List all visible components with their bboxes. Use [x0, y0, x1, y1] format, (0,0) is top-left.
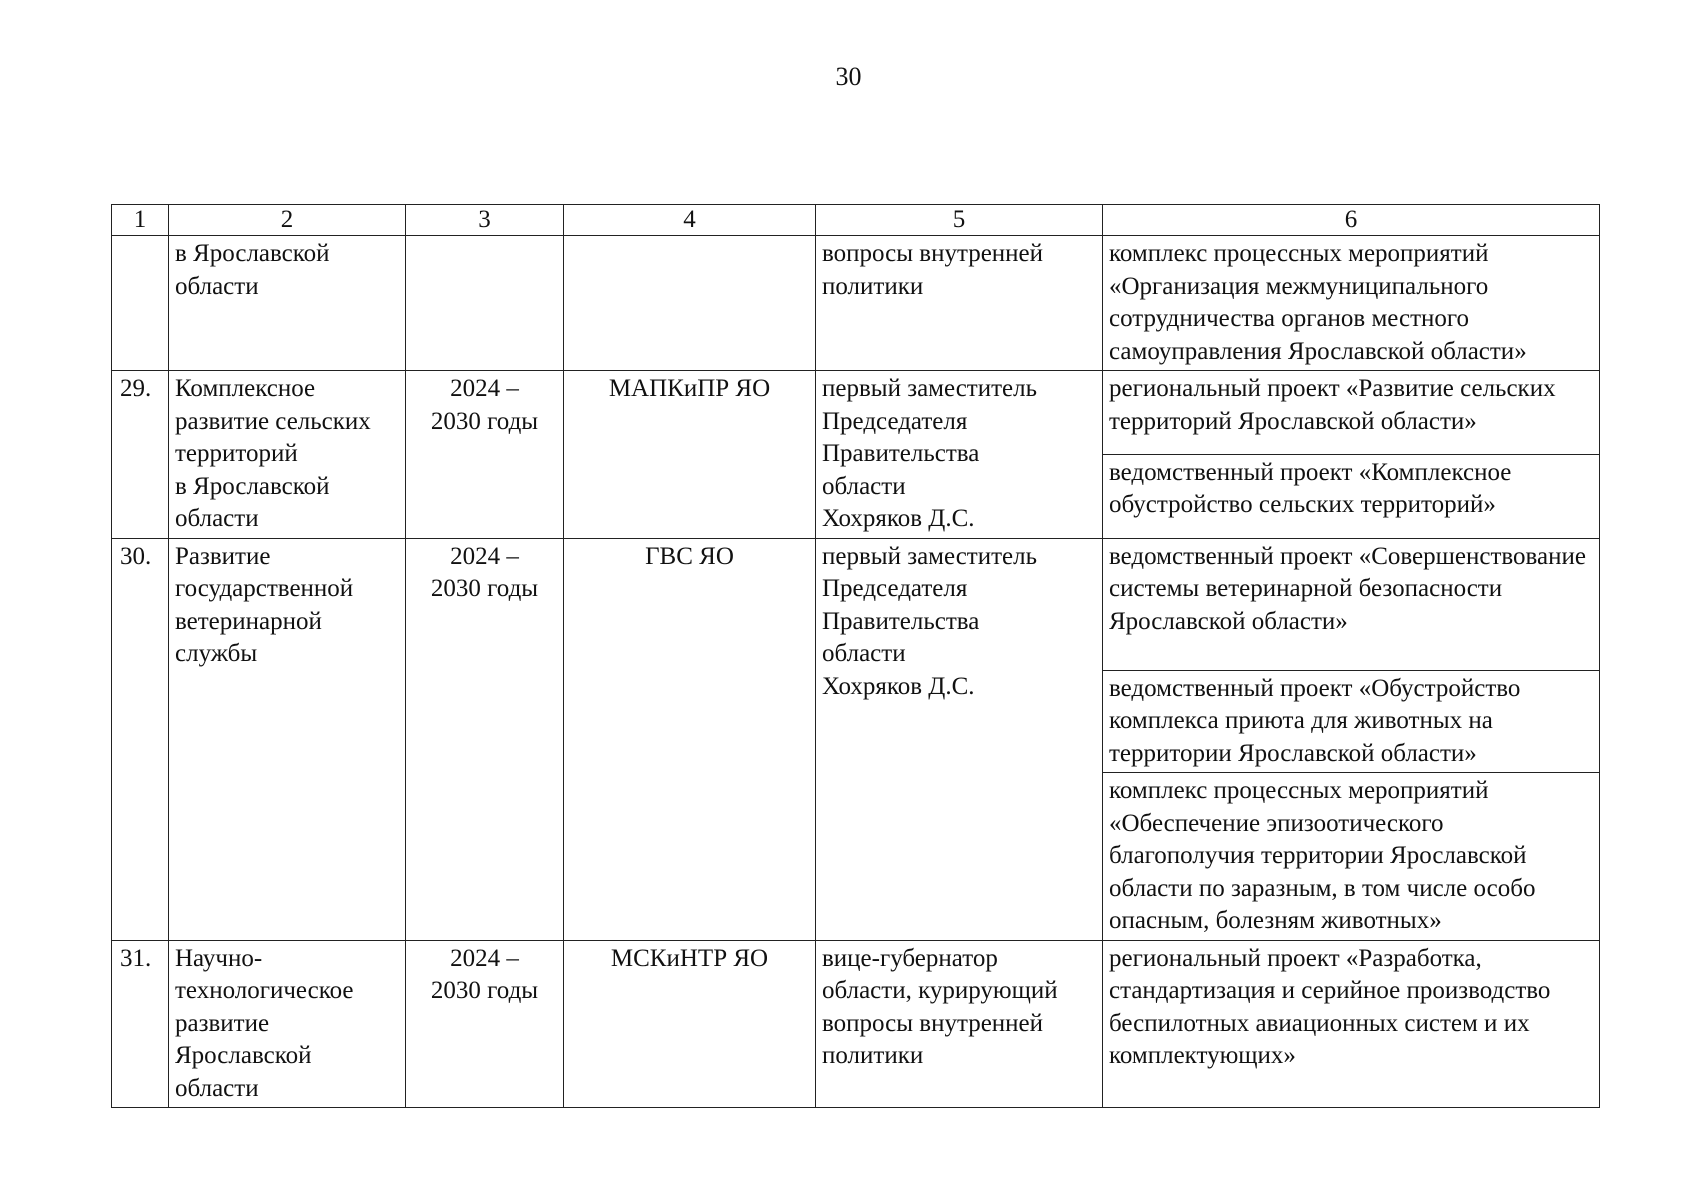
- program-name-line: Ярославской: [175, 1042, 312, 1069]
- responsible-line: Правительства: [822, 440, 980, 467]
- responsible-cell: [816, 940, 1103, 1108]
- program-name-line: области: [175, 505, 259, 532]
- program-name-line: области: [175, 1074, 259, 1102]
- project-cell: ведомственный проект «Комплексное обустройство сельских территорий»: [1103, 454, 1600, 538]
- program-name-line: технологическое: [175, 977, 354, 1004]
- responsible-line: Правительства: [822, 607, 980, 635]
- responsible-line: области, курирующий: [822, 977, 1058, 1004]
- executor-cell: МАПКиПР ЯО: [564, 371, 816, 539]
- responsible-line: первый заместитель: [822, 542, 1038, 570]
- executor-cell: ГВС ЯО: [564, 538, 816, 940]
- project-cell: ведомственный проект «Совершенствование системы ветеринарной безопасности Ярославской области»: [1103, 538, 1600, 670]
- period-cell: [406, 538, 564, 940]
- table-row: [112, 940, 1600, 1108]
- program-name-line: развитие: [175, 1009, 270, 1037]
- period-line: 2024 –: [450, 944, 519, 972]
- project-cell: региональный проект «Разработка, стандартизация и серийное производство беспилотных авиационных систем и их комплектующих»: [1103, 940, 1600, 1108]
- period-line: 2030 годы: [430, 977, 539, 1004]
- program-name-line: Научно-: [175, 944, 263, 972]
- header-cell: 2: [169, 205, 406, 236]
- program-name-cell: [169, 538, 406, 940]
- responsible-line: первый заместитель: [822, 375, 1038, 402]
- period-cell: [406, 371, 564, 539]
- responsible-line: Председателя: [822, 575, 968, 602]
- period-cell: [406, 236, 564, 371]
- program-name-line: территорий: [175, 440, 298, 467]
- responsible-line: области: [822, 472, 906, 500]
- responsible-cell: [816, 236, 1103, 371]
- row-number-cell: 29.: [112, 371, 169, 539]
- header-cell: 5: [816, 205, 1103, 236]
- table-row: [112, 538, 1600, 670]
- project-cell: ведомственный проект «Обустройство комплекса приюта для животных на территории Ярославской области»: [1103, 670, 1600, 773]
- program-name-line: области: [175, 272, 259, 300]
- project-cell: региональный проект «Развитие сельских территорий Ярославской области»: [1103, 371, 1600, 455]
- header-cell: 6: [1103, 205, 1600, 236]
- project-cell: комплекс процессных мероприятий «Обеспечение эпизоотического благополучия территории Ярославской области по заразным, в том числе особо опасным, болезням животных»: [1103, 773, 1600, 941]
- program-name-line: в Ярославской: [175, 240, 330, 267]
- executor-cell: МСКиНТР ЯО: [564, 940, 816, 1108]
- program-table: [111, 204, 1600, 1108]
- header-cell: 1: [112, 205, 169, 236]
- program-name-line: развитие сельских: [175, 407, 371, 435]
- responsible-line: Хохряков Д.С.: [822, 505, 975, 532]
- row-number-cell: 31.: [112, 940, 169, 1108]
- project-cell: комплекс процессных мероприятий «Организация межмуниципального сотрудничества органов местного самоуправления Ярославской области»: [1103, 236, 1600, 371]
- responsible-line: области: [822, 640, 906, 667]
- period-line: 2030 годы: [430, 407, 539, 435]
- period-line: 2024 –: [450, 542, 519, 570]
- header-cell: 3: [406, 205, 564, 236]
- row-number-cell: [112, 236, 169, 371]
- responsible-line: политики: [822, 1042, 924, 1069]
- period-cell: [406, 940, 564, 1108]
- executor-cell: [564, 236, 816, 371]
- program-name-line: государственной: [175, 575, 354, 602]
- responsible-cell: [816, 371, 1103, 539]
- program-name-cell: [169, 940, 406, 1108]
- responsible-line: вопросы внутренней: [822, 1009, 1044, 1037]
- table-row-continuation: [112, 236, 1600, 371]
- header-cell: 4: [564, 205, 816, 236]
- responsible-line: вице-губернатор: [822, 944, 998, 972]
- program-name-line: ветеринарной: [175, 607, 322, 635]
- period-line: 2030 годы: [430, 575, 539, 602]
- program-name-line: в Ярославской: [175, 472, 330, 500]
- responsible-line: Хохряков Д.С.: [822, 672, 975, 700]
- program-name-line: службы: [175, 640, 258, 667]
- program-name-cell: [169, 236, 406, 371]
- table-header-row: [112, 205, 1600, 236]
- responsible-line: политики: [822, 272, 924, 300]
- row-number-cell: 30.: [112, 538, 169, 940]
- program-name-cell: [169, 371, 406, 539]
- page-number: 30: [835, 62, 862, 91]
- responsible-cell: [816, 538, 1103, 940]
- responsible-line: вопросы внутренней: [822, 240, 1044, 267]
- period-line: 2024 –: [450, 375, 519, 402]
- program-name-line: Комплексное: [175, 375, 316, 402]
- table-row: [112, 371, 1600, 455]
- responsible-line: Председателя: [822, 407, 968, 435]
- program-name-line: Развитие: [175, 542, 271, 570]
